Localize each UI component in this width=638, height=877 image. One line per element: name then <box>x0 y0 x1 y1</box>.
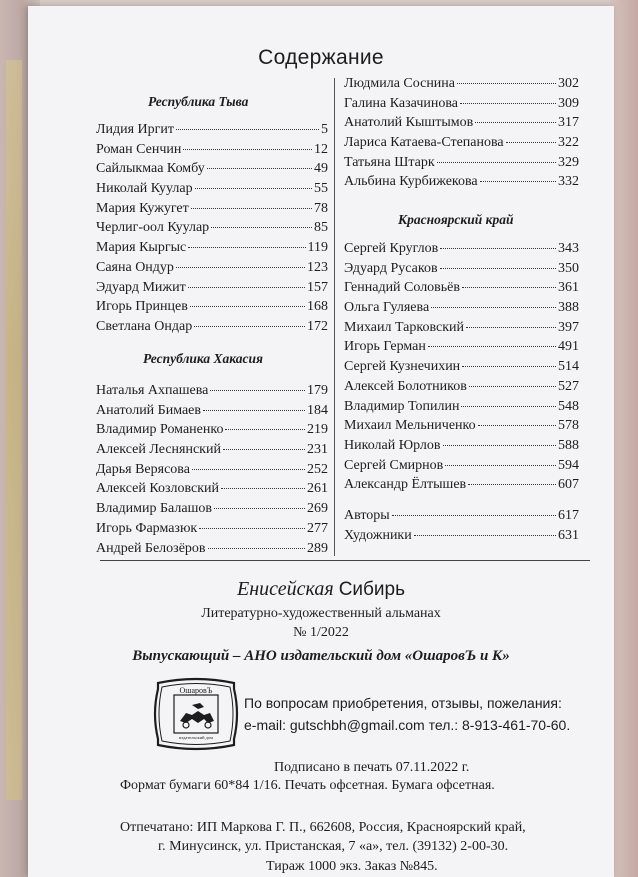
toc-entry-page: 317 <box>558 115 579 131</box>
toc-entry-page: 123 <box>307 259 328 275</box>
toc-entry <box>344 94 579 114</box>
toc-entry-name: Алексей Болотников <box>344 378 467 394</box>
toc-leader-dots <box>221 488 305 489</box>
toc-entry-page: 49 <box>314 161 328 177</box>
toc-entry-page: 184 <box>307 402 328 418</box>
toc-entry-page: 491 <box>558 339 579 355</box>
toc-entry-name: Сергей Смирнов <box>344 457 444 473</box>
toc-leader-dots <box>462 287 556 288</box>
toc-entry-page: 332 <box>558 174 579 190</box>
toc-entry-name: Наталья Ахпашева <box>96 383 209 398</box>
background-book-spine <box>6 60 22 800</box>
toc-entry-name: Ольга Гуляева <box>344 300 430 316</box>
toc-leader-dots <box>176 267 305 268</box>
print-run: Тираж 1000 экз. Заказ №845. <box>266 859 438 874</box>
toc-list-krasnoyarsk <box>344 239 579 495</box>
toc-entry-page: 322 <box>558 135 579 151</box>
toc-entry-name: Лариса Катаева-Степанова <box>344 135 504 151</box>
toc-entry <box>96 278 328 298</box>
section-heading-tyva: Республика Тыва <box>148 94 249 109</box>
toc-entry-page: 179 <box>307 383 328 398</box>
toc-entry-page: 594 <box>558 457 579 473</box>
toc-leader-dots <box>191 208 312 209</box>
toc-entry-page: 329 <box>558 154 579 170</box>
toc-entry-page: 172 <box>307 318 328 334</box>
toc-list-continued <box>344 74 579 192</box>
toc-entry-page: 388 <box>558 300 579 316</box>
toc-entry <box>344 377 579 397</box>
toc-entry-page: 302 <box>558 76 579 91</box>
toc-entry <box>96 238 328 258</box>
toc-entry-name: Мария Кужугет <box>96 200 189 216</box>
toc-entry-page: 527 <box>558 378 579 394</box>
toc-entry <box>96 519 328 539</box>
toc-leader-dots <box>431 307 556 308</box>
toc-entry-name: Николай Юрлов <box>344 437 441 453</box>
toc-entry <box>96 460 328 480</box>
toc-entry <box>344 357 579 377</box>
toc-entry-name: Владимир Балашов <box>96 501 212 517</box>
printed-by-line-1: Отпечатано: ИП Маркова Г. П., 662608, Россия, Красноярский край, <box>120 820 526 835</box>
horizontal-rule <box>100 560 590 561</box>
almanac-subtitle: Литературно-художественный альманах <box>201 606 441 621</box>
contact-line-2: e-mail: gutschbh@gmail.com тел.: 8-913-461-70-60. <box>244 717 571 733</box>
toc-entry-name: Владимир Топилин <box>344 398 460 414</box>
almanac-title <box>28 578 614 601</box>
toc-entry-page: 343 <box>558 241 579 256</box>
toc-leader-dots <box>208 548 305 549</box>
toc-list-appendix <box>344 506 579 545</box>
toc-entry <box>96 539 328 559</box>
toc-entry-page: 269 <box>307 501 328 517</box>
toc-entry-page: 231 <box>307 442 328 458</box>
toc-entry-name: Игорь Герман <box>344 339 426 355</box>
toc-entry-name: Сергей Круглов <box>344 241 439 256</box>
toc-leader-dots <box>478 425 556 426</box>
toc-entry <box>96 199 328 219</box>
toc-entry-name: Анатолий Бимаев <box>96 402 202 418</box>
toc-entry <box>96 297 328 317</box>
toc-leader-dots <box>195 188 312 189</box>
toc-entry <box>344 74 579 94</box>
logo-bottom-text: издательский дом <box>179 735 213 740</box>
toc-entry-page: 219 <box>307 422 328 438</box>
toc-entry-page: 168 <box>307 299 328 315</box>
toc-leader-dots <box>437 162 556 163</box>
almanac-title-part1: Енисейская <box>237 578 334 600</box>
toc-leader-dots <box>225 429 305 430</box>
toc-entry-name: Алексей Леснянский <box>96 442 221 458</box>
toc-entry <box>96 401 328 421</box>
toc-entry-page: 85 <box>314 220 328 236</box>
toc-entry-page: 617 <box>558 508 579 523</box>
toc-entry <box>344 172 579 192</box>
toc-entry <box>96 258 328 278</box>
toc-list-tyva <box>96 120 328 337</box>
toc-entry-name: Светлана Ондар <box>96 318 193 334</box>
publisher-line: Выпускающий – АНО издательский дом «ОшаровЪ и К» <box>132 648 510 664</box>
toc-entry-name: Людмила Соснина <box>344 76 456 91</box>
toc-entry <box>344 153 579 173</box>
toc-entry-page: 55 <box>314 181 328 197</box>
contact-line-1: По вопросам приобретения, отзывы, пожелания: <box>244 695 562 711</box>
toc-leader-dots <box>445 465 556 466</box>
print-format: Формат бумаги 60*84 1/16. Печать офсетная. Бумага офсетная. <box>120 778 495 793</box>
toc-entry-page: 588 <box>558 437 579 453</box>
toc-leader-dots <box>462 366 556 367</box>
toc-entry <box>344 298 579 318</box>
publisher-logo-icon <box>152 677 240 751</box>
toc-entry-name: Альбина Курбижекова <box>344 174 478 190</box>
toc-entry <box>96 381 328 401</box>
toc-entry-page: 514 <box>558 359 579 375</box>
toc-entry <box>96 218 328 238</box>
logo-top-text: ОшаровЪ <box>179 686 213 695</box>
toc-entry-name: Михаил Мельниченко <box>344 418 476 434</box>
toc-entry-name: Игорь Фармазюк <box>96 520 198 536</box>
toc-leader-dots <box>223 449 305 450</box>
toc-entry-page: 12 <box>314 141 328 157</box>
toc-leader-dots <box>480 181 556 182</box>
page-title: Содержание <box>258 46 384 69</box>
toc-list-khakassia <box>96 381 328 558</box>
toc-leader-dots <box>466 327 556 328</box>
toc-entry-name: Галина Казачинова <box>344 95 458 111</box>
print-signed: Подписано в печать 07.11.2022 г. <box>274 760 470 775</box>
toc-entry-page: 157 <box>307 279 328 295</box>
toc-entry <box>344 397 579 417</box>
toc-leader-dots <box>203 410 305 411</box>
toc-entry <box>96 159 328 179</box>
toc-entry-name: Художники <box>344 527 412 543</box>
toc-entry-name: Роман Сенчин <box>96 141 182 157</box>
toc-entry <box>344 506 579 526</box>
toc-entry <box>96 140 328 160</box>
toc-entry <box>344 526 579 546</box>
toc-entry-name: Сайлыкмаа Комбу <box>96 161 205 177</box>
toc-leader-dots <box>475 122 556 123</box>
toc-entry <box>344 239 579 259</box>
toc-entry-name: Эдуард Русаков <box>344 260 438 276</box>
toc-entry-page: 548 <box>558 398 579 414</box>
toc-leader-dots <box>468 484 556 485</box>
toc-entry <box>344 475 579 495</box>
toc-leader-dots <box>183 149 312 150</box>
toc-leader-dots <box>211 227 312 228</box>
printed-by-line-2: г. Минусинск, ул. Пристанская, 7 «а», тел. (39132) 2-00-30. <box>158 839 509 854</box>
toc-entry-page: 631 <box>558 527 579 543</box>
toc-entry-name: Мария Кыргыс <box>96 240 187 256</box>
toc-entry-page: 261 <box>307 481 328 497</box>
toc-entry <box>96 420 328 440</box>
toc-leader-dots <box>207 168 312 169</box>
toc-entry <box>96 499 328 519</box>
almanac-title-part2: Сибирь <box>338 579 405 600</box>
toc-entry-page: 607 <box>558 477 579 493</box>
toc-entry-name: Черлиг-оол Куулар <box>96 220 210 236</box>
column-divider <box>334 78 335 556</box>
toc-entry <box>344 278 579 298</box>
toc-entry <box>96 317 328 337</box>
toc-leader-dots <box>440 268 556 269</box>
toc-entry <box>96 440 328 460</box>
toc-entry-page: 119 <box>307 240 328 256</box>
toc-entry-name: Дарья Верясова <box>96 461 190 477</box>
book-page <box>28 6 614 877</box>
section-heading-khakassia: Республика Хакасия <box>143 351 263 366</box>
toc-entry <box>96 179 328 199</box>
toc-entry-page: 397 <box>558 319 579 335</box>
toc-entry-name: Саяна Ондур <box>96 259 174 275</box>
toc-entry <box>344 259 579 279</box>
toc-entry-name: Анатолий Кыштымов <box>344 115 474 131</box>
toc-leader-dots <box>457 83 556 84</box>
toc-entry <box>96 479 328 499</box>
toc-entry-page: 5 <box>321 122 328 137</box>
toc-leader-dots <box>194 326 305 327</box>
toc-entry-page: 277 <box>307 520 328 536</box>
toc-entry-name: Николай Куулар <box>96 181 193 197</box>
toc-entry-name: Владимир Романенко <box>96 422 224 438</box>
toc-leader-dots <box>443 445 556 446</box>
toc-leader-dots <box>414 535 556 536</box>
toc-leader-dots <box>469 386 556 387</box>
toc-entry-page: 252 <box>307 461 328 477</box>
toc-leader-dots <box>199 528 305 529</box>
toc-entry-name: Эдуард Мижит <box>96 279 186 295</box>
toc-entry-name: Лидия Иргит <box>96 122 175 137</box>
toc-leader-dots <box>461 406 556 407</box>
toc-leader-dots <box>506 142 556 143</box>
toc-entry-name: Сергей Кузнечихин <box>344 359 461 375</box>
toc-leader-dots <box>428 346 556 347</box>
toc-entry-name: Геннадий Соловьёв <box>344 280 461 296</box>
toc-leader-dots <box>460 103 556 104</box>
toc-entry-page: 578 <box>558 418 579 434</box>
toc-entry-page: 361 <box>558 280 579 296</box>
toc-entry-name: Татьяна Штарк <box>344 154 435 170</box>
toc-leader-dots <box>392 515 556 516</box>
toc-entry <box>344 133 579 153</box>
toc-leader-dots <box>192 469 305 470</box>
toc-entry-name: Михаил Тарковский <box>344 319 464 335</box>
toc-entry-page: 309 <box>558 95 579 111</box>
toc-entry-name: Игорь Принцев <box>96 299 188 315</box>
toc-leader-dots <box>190 306 305 307</box>
section-heading-krasnoyarsk: Красноярский край <box>398 212 514 227</box>
toc-leader-dots <box>440 248 556 249</box>
toc-entry-name: Андрей Белозёров <box>96 540 206 556</box>
toc-entry <box>344 113 579 133</box>
toc-entry-page: 78 <box>314 200 328 216</box>
almanac-issue: № 1/2022 <box>293 625 349 640</box>
toc-entry <box>344 416 579 436</box>
toc-entry <box>344 318 579 338</box>
toc-entry <box>344 337 579 357</box>
toc-entry-name: Алексей Козловский <box>96 481 220 497</box>
toc-entry <box>344 436 579 456</box>
toc-entry-name: Александр Ёлтышев <box>344 477 467 493</box>
toc-leader-dots <box>188 247 305 248</box>
toc-leader-dots <box>188 287 305 288</box>
toc-entry-name: Авторы <box>344 508 390 523</box>
toc-leader-dots <box>210 390 305 391</box>
toc-entry-page: 350 <box>558 260 579 276</box>
toc-entry-page: 289 <box>307 540 328 556</box>
toc-leader-dots <box>214 508 305 509</box>
toc-entry <box>344 456 579 476</box>
background-right <box>610 0 638 877</box>
toc-entry <box>96 120 328 140</box>
toc-leader-dots <box>176 129 319 130</box>
